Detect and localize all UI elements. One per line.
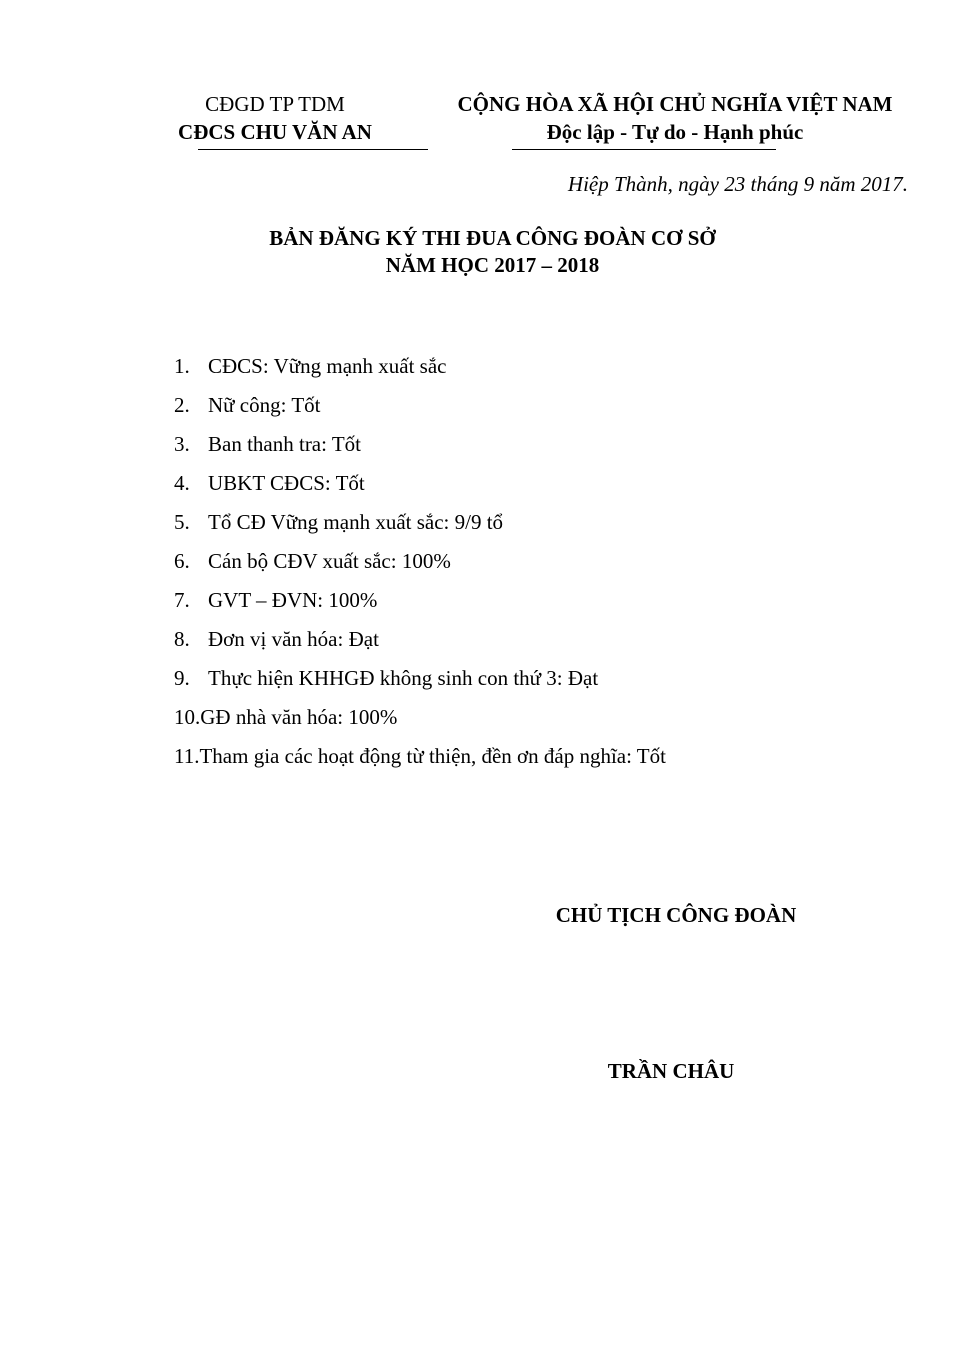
issuing-unit: CĐCS CHU VĂN AN [178,120,372,144]
list-item-text: Tổ CĐ Vững mạnh xuất sắc: 9/9 tổ [208,510,504,534]
list-item-text: CĐCS: Vững mạnh xuất sắc [208,354,447,378]
list-item-text: Đơn vị văn hóa: Đạt [208,627,379,651]
list-item [174,508,503,536]
list-item-number: 6. [174,549,190,573]
date-line: Hiệp Thành, ngày 23 tháng 9 năm 2017. [567,172,908,196]
list-item-text: UBKT CĐCS: Tốt [208,471,365,495]
list-item-number: 5. [174,510,190,534]
signature-name: TRẦN CHÂU [607,1059,735,1083]
list-item-number: 8. [174,627,190,651]
list-item-text: Cán bộ CĐV xuất sắc: 100% [208,549,451,573]
signature-title: CHỦ TỊCH CÔNG ĐOÀN [555,903,797,927]
list-item-number: 3. [174,432,190,456]
list-item-number: 10. [174,705,201,729]
document-title-line2: NĂM HỌC 2017 – 2018 [385,253,600,277]
list-item-number: 7. [174,588,190,612]
list-item-text: Tham gia các hoạt động từ thiện, đền ơn đáp nghĩa: Tốt [199,744,666,768]
list-item [174,742,666,770]
list-item-text: Thực hiện KHHGĐ không sinh con thứ 3: Đạt [208,666,599,690]
list-item [174,547,451,575]
issuing-authority: CĐGD TP TDM [205,92,345,116]
list-item-text: Nữ công: Tốt [208,393,321,417]
list-item [174,469,365,497]
document-title-line1: BẢN ĐĂNG KÝ THI ĐUA CÔNG ĐOÀN CƠ SỞ [269,226,716,250]
list-item [174,430,361,458]
list-item [174,586,377,614]
list-item-number: 2. [174,393,190,417]
list-item [174,352,447,380]
list-item [174,703,397,731]
list-item-number: 1. [174,354,190,378]
list-item [174,664,598,692]
list-item [174,391,321,419]
list-item-number: 4. [174,471,190,495]
list-item-text: GĐ nhà văn hóa: 100% [200,705,398,729]
national-title: CỘNG HÒA XÃ HỘI CHỦ NGHĨA VIỆT NAM [457,92,893,116]
list-item-text: GVT – ĐVN: 100% [208,588,378,612]
national-motto: Độc lập - Tự do - Hạnh phúc [546,120,804,144]
list-item [174,625,379,653]
list-item-text: Ban thanh tra: Tốt [208,432,361,456]
list-item-number: 11. [174,744,200,768]
document-title [120,225,865,279]
list-item-number: 9. [174,666,190,690]
left-header-rule [198,149,428,150]
right-header-rule [512,149,776,150]
